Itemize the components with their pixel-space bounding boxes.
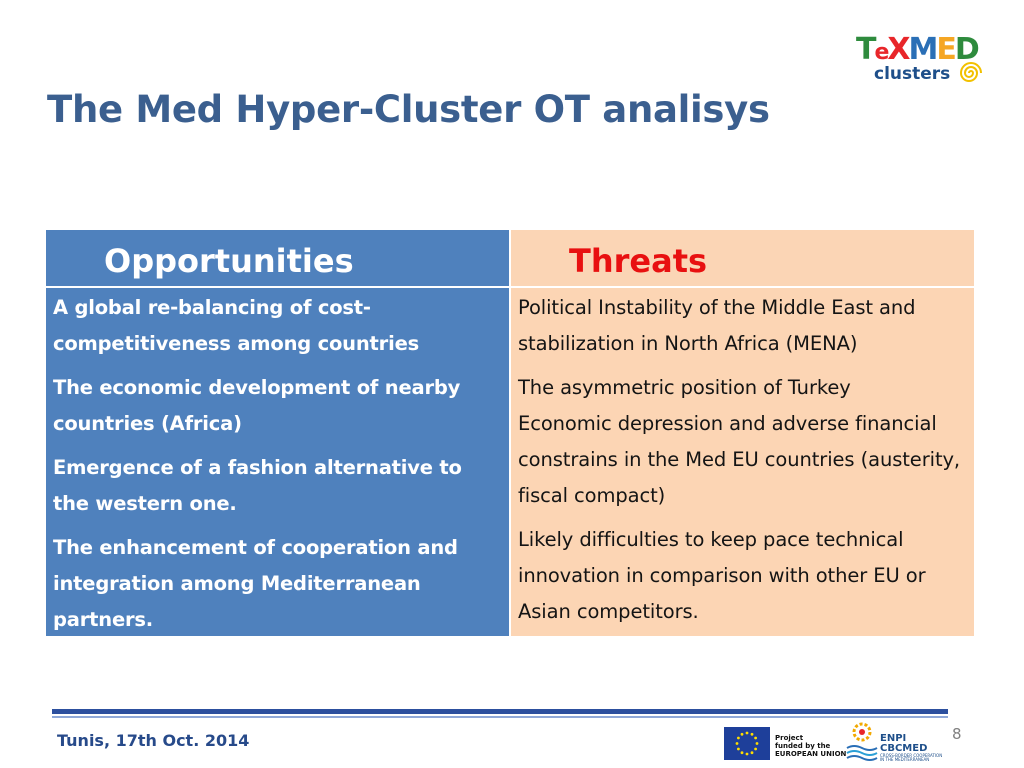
threat-item: Economic depression and adverse financial constrains in the Med EU countries (austerity, fiscal compact)	[518, 412, 961, 507]
logo-letter: E	[936, 32, 955, 67]
opportunity-item: The economic development of nearby countries (Africa)	[53, 376, 461, 435]
logo-letter: e	[874, 40, 888, 65]
logo-letter: M	[908, 32, 937, 67]
opportunities-header-label: Opportunities	[104, 242, 354, 280]
texmed-logo	[852, 30, 992, 90]
opportunity-item: A global re-balancing of cost-competitiveness among countries	[53, 296, 419, 355]
logo-letter: X	[887, 32, 909, 67]
threat-item: Likely difficulties to keep pace technical innovation in comparison with other EU or Asian competitors.	[518, 528, 926, 623]
opportunities-header	[46, 230, 509, 286]
opportunities-list	[53, 290, 503, 646]
logo-letter: D	[954, 32, 978, 67]
logo-letter: T	[856, 32, 875, 67]
enpi-cbcmed-logo	[845, 718, 879, 762]
threat-item: Political Instability of the Middle East and stabilization in North Africa (MENA)	[518, 296, 916, 355]
enpi-text-line: ENPI	[880, 733, 907, 744]
enpi-cbcmed-text	[880, 734, 942, 762]
threats-header	[511, 230, 974, 286]
eu-text-line: Project	[775, 734, 804, 742]
page-number: 8	[952, 725, 962, 743]
texmed-logo-sub: clusters	[874, 64, 951, 84]
opportunity-item: The enhancement of cooperation and integration among Mediterranean partners.	[53, 536, 458, 631]
spiral-icon	[956, 60, 986, 86]
threats-cell	[511, 288, 974, 636]
enpi-text-line: CBCMED	[880, 743, 928, 754]
slide-title: The Med Hyper-Cluster OT analisys	[47, 88, 770, 131]
footer-date: Tunis, 17th Oct. 2014	[57, 731, 250, 750]
eu-funding-text	[775, 734, 846, 758]
footer-divider	[52, 709, 948, 714]
eu-flag-icon	[724, 727, 770, 760]
eu-text-line: EUROPEAN UNION	[775, 750, 847, 758]
threat-item: The asymmetric position of Turkey	[518, 376, 851, 399]
enpi-small-line: CROSS-BORDER COOPERATION	[880, 753, 943, 758]
footer-divider-thin	[52, 716, 948, 718]
eu-text-line: funded by the	[775, 742, 831, 750]
threats-list	[518, 290, 968, 638]
threats-header-label: Threats	[569, 242, 708, 280]
enpi-small-line: IN THE MEDITERRANEAN	[880, 757, 930, 762]
ot-table	[46, 230, 974, 636]
opportunities-cell	[46, 288, 509, 636]
opportunity-item: Emergence of a fashion alternative to the western one.	[53, 456, 462, 515]
